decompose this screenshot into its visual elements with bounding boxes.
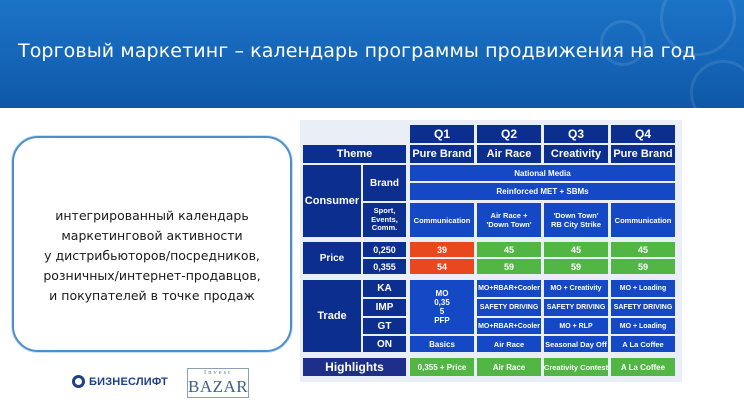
trade-cell: A La Coffee: [611, 336, 675, 352]
theme-cell: Creativity: [544, 145, 608, 163]
header-banner: [0, 0, 744, 108]
description-line: розничных/интернет-продавцов,: [43, 268, 261, 283]
consumer-cell-line: Air Race +: [490, 211, 528, 220]
trade-cell: Air Race: [477, 336, 541, 352]
highlight-cell: 0,355 + Price: [410, 358, 474, 376]
trade-cell: SAFETY DRIVING: [544, 299, 608, 316]
sport-label-line: Comm.: [371, 223, 398, 233]
slide-title: Торговый маркетинг – календарь программы продвижения на год: [18, 40, 696, 62]
sport-events-label: [363, 203, 406, 237]
brand-label: Brand: [363, 165, 406, 201]
trade-channel: ON: [363, 336, 406, 352]
highlights-label: Highlights: [303, 358, 406, 376]
trade-channel: KA: [363, 280, 406, 297]
trade-cell: SAFETY DRIVING: [611, 299, 675, 316]
consumer-label: Consumer: [303, 165, 361, 237]
trade-channel: IMP: [363, 299, 406, 316]
consumer-cell-line: 'Down Town': [553, 211, 599, 220]
trade-label: Trade: [303, 280, 361, 352]
description-line: маркетинговой активности: [61, 228, 243, 243]
trade-q1-line: MO: [435, 289, 449, 298]
consumer-cell-line: 'Down Town': [486, 220, 532, 229]
investbazar-logo: [187, 368, 249, 398]
trade-q1-line: 5: [439, 307, 445, 316]
description-line: интегрированный календарь: [55, 208, 249, 223]
consumer-cell-line: RB City Strike: [550, 220, 601, 229]
description-line: и покупателей в точке продаж: [49, 288, 255, 303]
trade-cell: MO + RLP: [544, 318, 608, 334]
highlight-cell: Creativity Contest: [544, 358, 608, 376]
trade-q1-line: 0,35: [434, 298, 450, 307]
quarter-header: Q1: [410, 125, 474, 143]
price-cell: 59: [477, 259, 541, 274]
trade-cell: MO+RBAR+Cooler: [477, 318, 541, 334]
consumer-quarter-cell: Communication: [410, 203, 474, 237]
quarter-header: Q2: [477, 125, 541, 143]
price-cell: 45: [477, 242, 541, 257]
trade-cell: MO + Creativity: [544, 280, 608, 297]
consumer-quarter-cell: Communication: [611, 203, 675, 237]
price-cell: 59: [544, 259, 608, 274]
description-text: [14, 206, 290, 306]
price-label: Price: [303, 242, 361, 274]
trade-q1-cell: [410, 280, 474, 334]
trade-channel: GT: [363, 318, 406, 334]
quarter-header: Q3: [544, 125, 608, 143]
theme-cell: Pure Brand: [611, 145, 675, 163]
theme-cell: Air Race: [477, 145, 541, 163]
sport-label-line: Events,: [371, 214, 398, 224]
price-cell: 45: [611, 242, 675, 257]
sport-label-line: Sport,: [373, 206, 396, 216]
trade-cell: MO+RBAR+Cooler: [477, 280, 541, 297]
investbazar-logo-small: Invest: [204, 369, 232, 376]
biznesslift-logo-text: БИЗНЕСЛИФТ: [89, 375, 168, 388]
trade-cell: MO + Loading: [611, 318, 675, 334]
consumer-quarter-cell: [477, 203, 541, 237]
reinforced-met-bar: Reinforced MET + SBMs: [410, 183, 675, 200]
quarter-header: Q4: [611, 125, 675, 143]
price-cell: 59: [611, 259, 675, 274]
price-size: 0,250: [363, 242, 406, 257]
trade-cell: Seasonal Day Off: [544, 336, 608, 352]
consumer-quarter-cell: [544, 203, 608, 237]
highlight-cell: A La Coffee: [611, 358, 675, 376]
price-cell: 39: [410, 242, 474, 257]
price-size: 0,355: [363, 259, 406, 274]
biznesslift-mark-icon: [72, 375, 85, 388]
trade-q1-on-cell: Basics: [410, 336, 474, 352]
trade-cell: SAFETY DRIVING: [477, 299, 541, 316]
watermark-circle: [690, 60, 744, 108]
highlight-cell: Air Race: [477, 358, 541, 376]
theme-label: Theme: [303, 145, 406, 163]
national-media-bar: National Media: [410, 165, 675, 181]
description-box: [12, 136, 292, 352]
promo-calendar-table: [300, 120, 682, 382]
investbazar-logo-big: BAZAR: [188, 377, 249, 396]
trade-cell: MO + Loading: [611, 280, 675, 297]
description-line: у дистрибьюторов/посредников,: [44, 248, 260, 263]
biznesslift-logo: [72, 375, 168, 388]
price-cell: 45: [544, 242, 608, 257]
theme-cell: Pure Brand: [410, 145, 474, 163]
trade-q1-line: PFP: [434, 316, 450, 325]
price-cell: 54: [410, 259, 474, 274]
